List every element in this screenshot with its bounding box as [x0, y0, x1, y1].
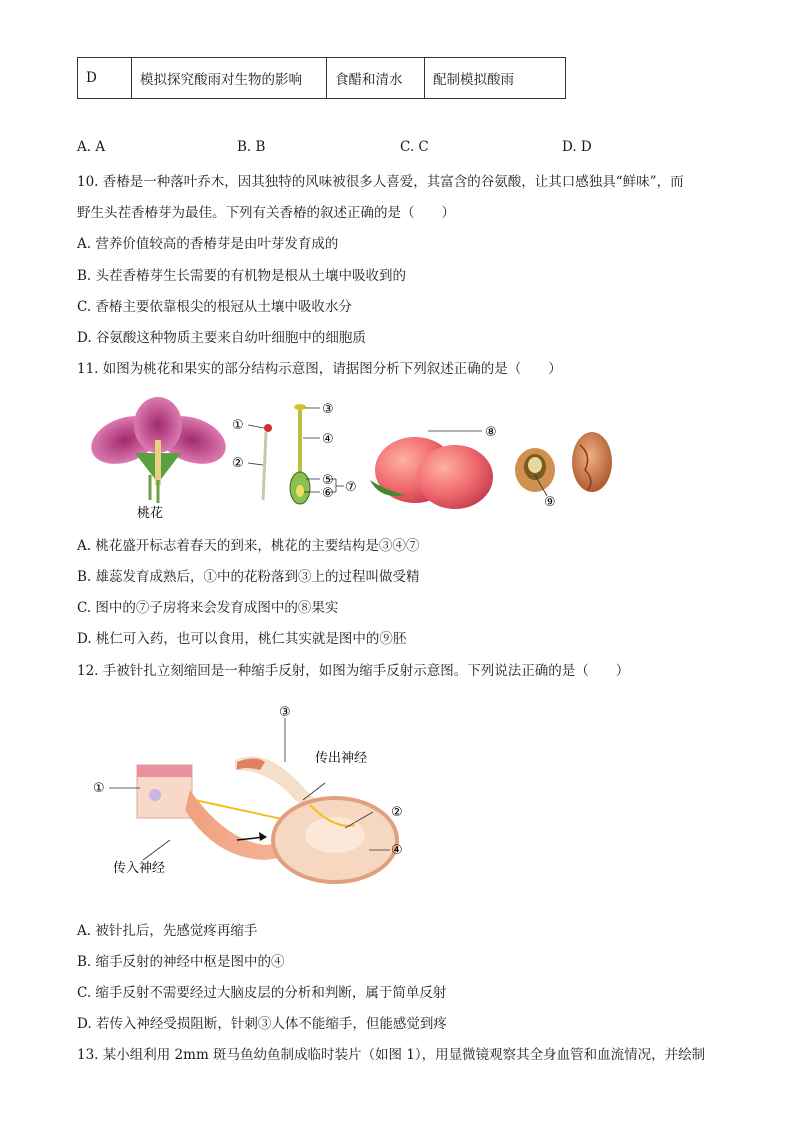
table-cell: 模拟探究酸雨对生物的影响	[132, 58, 327, 99]
q12-option-a: A. 被针扎后，先感觉疼再缩手	[77, 923, 258, 939]
table-cell: D	[78, 58, 132, 99]
q10-stem-line1: 10. 香椿是一种落叶乔木，因其独特的风味被很多人喜爱，其富含的谷氨酸，让其口感独具“鲜味”，而	[77, 174, 684, 190]
q11-option-b: B. 雄蕊发育成熟后，①中的花粉落到③上的过程叫做受精	[77, 569, 420, 585]
peach-flower-figure	[80, 395, 640, 525]
marker-3: ③	[322, 402, 334, 417]
afferent-nerve-label: 传入神经	[113, 861, 166, 876]
q11-option-c: C. 图中的⑦子房将来会发育成图中的⑧果实	[77, 600, 339, 616]
marker-6: ⑥	[322, 486, 334, 501]
q10-option-b: B. 头茬香椿芽生长需要的有机物是根从土壤中吸收到的	[77, 268, 407, 284]
q12-option-b: B. 缩手反射的神经中枢是图中的④	[77, 954, 285, 970]
marker-7: ⑦	[345, 480, 357, 495]
marker-5: ⑤	[322, 473, 334, 488]
reflex-marker-1: ①	[93, 781, 105, 796]
q10-option-c: C. 香椿主要依靠根尖的根冠从土壤中吸收水分	[77, 299, 352, 315]
table-cell: 配制模拟酸雨	[425, 58, 566, 99]
q11-option-a: A. 桃花盛开标志着春天的到来，桃花的主要结构是③④⑦	[77, 538, 420, 554]
reflex-marker-4: ④	[391, 843, 403, 858]
q10-stem-line2: 野生头茬香椿芽为最佳。下列有关香椿的叙述正确的是（ ）	[77, 205, 455, 221]
reflex-marker-3: ③	[279, 705, 291, 720]
marker-4: ④	[322, 432, 334, 447]
experiment-table	[77, 57, 566, 99]
q12-stem: 12. 手被针扎立刻缩回是一种缩手反射，如图为缩手反射示意图。下列说法正确的是（ ）	[77, 663, 630, 679]
q9-option-c: C. C	[400, 139, 429, 155]
reflex-arc-figure	[85, 700, 425, 885]
marker-2: ②	[232, 456, 244, 471]
marker-1: ①	[232, 418, 244, 433]
q11-option-d: D. 桃仁可入药，也可以食用，桃仁其实就是图中的⑨胚	[77, 631, 407, 647]
efferent-nerve-label: 传出神经	[315, 751, 368, 766]
q9-option-b: B. B	[237, 139, 266, 155]
table-cell: 食醋和清水	[327, 58, 425, 99]
q11-stem: 11. 如图为桃花和果实的部分结构示意图，请据图分析下列叙述正确的是（ ）	[77, 361, 562, 377]
q10-option-a: A. 营养价值较高的香椿芽是由叶芽发育成的	[77, 236, 339, 252]
q12-option-d: D. 若传入神经受损阻断，针刺③人体不能缩手，但能感觉到疼	[77, 1016, 447, 1032]
reflex-marker-2: ②	[391, 805, 403, 820]
q13-stem-line1: 13. 某小组利用 2mm 斑马鱼幼鱼制成临时装片（如图 1），用显微镜观察其全身血管和血流情况，并绘制	[77, 1047, 706, 1063]
q9-option-d: D. D	[562, 139, 592, 155]
marker-8: ⑧	[485, 425, 497, 440]
q12-option-c: C. 缩手反射不需要经过大脑皮层的分析和判断，属于简单反射	[77, 985, 447, 1001]
q10-option-d: D. 谷氨酸这种物质主要来自幼叶细胞中的细胞质	[77, 330, 366, 346]
flower-label: 桃花	[137, 506, 164, 521]
q9-option-a: A. A	[77, 139, 106, 155]
table-row	[78, 58, 566, 99]
peach-flower-illustration	[85, 397, 233, 503]
marker-9: ⑨	[544, 495, 556, 510]
